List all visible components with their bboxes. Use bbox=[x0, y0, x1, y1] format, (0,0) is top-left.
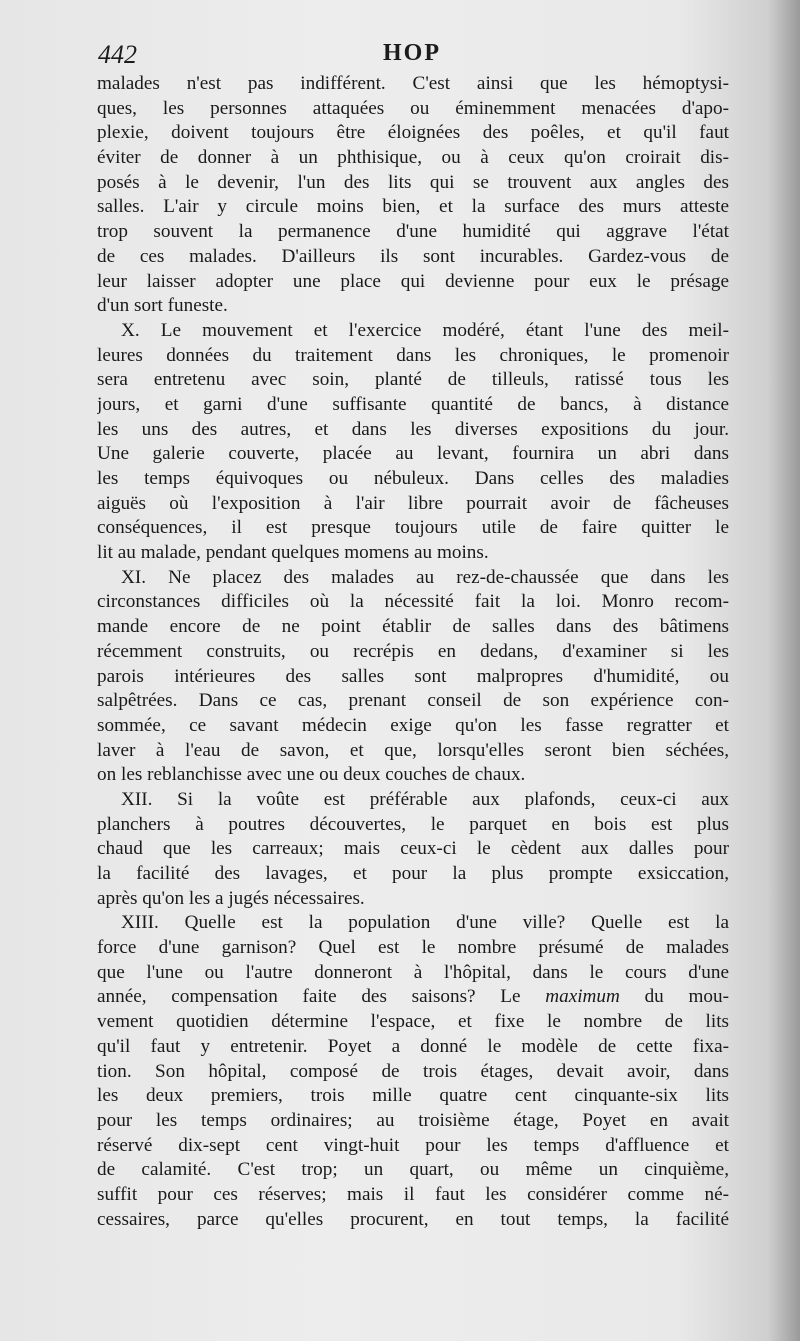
text-line: année, compensation faite des saisons? Le maximum du mou- bbox=[97, 986, 729, 1008]
text-line: malades n'est pas indifférent. C'est ainsi que les hémoptysi- bbox=[97, 73, 729, 94]
text-line: X. Le mouvement et l'exercice modéré, étant l'une des meil- bbox=[121, 319, 729, 341]
text-line: aiguës où l'exposition à l'air libre pourrait avoir de fâcheuses bbox=[97, 492, 729, 514]
text-line: tion. Son hôpital, composé de trois étages, devait avoir, dans bbox=[97, 1060, 729, 1082]
text-line: leur laisser adopter une place qui devienne pour eux le présage bbox=[97, 270, 729, 292]
text-line: XII. Si la voûte est préférable aux plafonds, ceux-ci aux bbox=[121, 788, 729, 810]
text-line: lit au malade, pendant quelques momens au moins. bbox=[97, 542, 489, 564]
running-head: HOP bbox=[383, 40, 441, 66]
text-line: chaud que les carreaux; mais ceux-ci le cèdent aux dalles pour bbox=[97, 838, 729, 860]
text-line: ques, les personnes attaquées ou éminemment menacées d'apo- bbox=[97, 97, 729, 119]
text-line: d'un sort funeste. bbox=[97, 295, 228, 317]
text-line: trop souvent la permanence d'une humidité qui aggrave l'état bbox=[97, 221, 729, 243]
text-line: on les reblanchisse avec une ou deux couches de chaux. bbox=[97, 764, 526, 786]
text-line: jours, et garni d'une suffisante quantité de bancs, à distance bbox=[97, 393, 729, 415]
text-line: sera entretenu avec soin, planté de tilleuls, ratissé tous les bbox=[97, 369, 729, 391]
text-line: plexie, doivent toujours être éloignées des poêles, et qu'il faut bbox=[97, 122, 729, 144]
text-line: salles. L'air y circule moins bien, et la surface des murs atteste bbox=[97, 196, 729, 218]
body-text bbox=[97, 72, 729, 1232]
text-line: Une galerie couverte, placée au levant, fournira un abri dans bbox=[97, 443, 729, 465]
text-line: XI. Ne placez des malades au rez-de-chaussée que dans les bbox=[121, 566, 729, 588]
text-line: salpêtrées. Dans ce cas, prenant conseil de son expérience con- bbox=[97, 690, 729, 712]
text-line: XIII. Quelle est la population d'une ville? Quelle est la bbox=[121, 912, 729, 934]
italic-word: maximum bbox=[545, 986, 620, 1008]
text-line: que l'une ou l'autre donneront à l'hôpital, dans le cours d'une bbox=[97, 961, 729, 983]
text-line: pour les temps ordinaires; au troisième étage, Poyet en avait bbox=[97, 1109, 729, 1131]
text-line: de ces malades. D'ailleurs ils sont incurables. Gardez-vous de bbox=[97, 245, 729, 267]
text-line: de calamité. C'est trop; un quart, ou même un cinquième, bbox=[97, 1159, 729, 1181]
text-line: force d'une garnison? Quel est le nombre présumé de malades bbox=[97, 937, 729, 959]
page-number: 442 bbox=[98, 40, 137, 69]
text-line: les uns des autres, et dans les diverses expositions du jour. bbox=[97, 418, 729, 440]
text-line: qu'il faut y entretenir. Poyet a donné le modèle de cette fixa- bbox=[97, 1035, 729, 1057]
text-line: planchers à poutres découvertes, le parquet en bois est plus bbox=[97, 813, 729, 835]
text-line: éviter de donner à un phthisique, ou à ceux qu'on croirait dis- bbox=[97, 147, 729, 169]
text-line: leures données du traitement dans les chroniques, le promenoir bbox=[97, 344, 729, 366]
text-line: vement quotidien détermine l'espace, et fixe le nombre de lits bbox=[97, 1011, 729, 1033]
text-line: réservé dix-sept cent vingt-huit pour les temps d'affluence et bbox=[97, 1134, 729, 1156]
text-line: conséquences, il est presque toujours utile de faire quitter le bbox=[97, 517, 729, 539]
text-line: les temps équivoques ou nébuleux. Dans celles des maladies bbox=[97, 468, 729, 489]
page-header bbox=[98, 40, 728, 70]
text-line: mande encore de ne point établir de salles dans des bâtimens bbox=[97, 616, 729, 638]
text-line: après qu'on les a jugés nécessaires. bbox=[97, 887, 365, 909]
text-line: parois intérieures des salles sont malpropres d'humidité, ou bbox=[97, 665, 729, 687]
text-line: les deux premiers, trois mille quatre cent cinquante-six lits bbox=[97, 1085, 729, 1107]
text-line: circonstances difficiles où la nécessité fait la loi. Monro recom- bbox=[97, 591, 729, 613]
text-line: posés à le devenir, l'un des lits qui se trouvent aux angles des bbox=[97, 171, 729, 193]
text-line: laver à l'eau de savon, et que, lorsqu'elles seront bien séchées, bbox=[97, 739, 729, 761]
text-line: cessaires, parce qu'elles procurent, en tout temps, la facilité bbox=[97, 1208, 729, 1230]
text-line: sommée, ce savant médecin exige qu'on les fasse regratter et bbox=[97, 714, 729, 736]
text-line: suffit pour ces réserves; mais il faut les considérer comme né- bbox=[97, 1183, 729, 1205]
text-line: la facilité des lavages, et pour la plus prompte exsiccation, bbox=[97, 863, 729, 884]
text-line: récemment construits, ou recrépis en dedans, d'examiner si les bbox=[97, 640, 729, 662]
